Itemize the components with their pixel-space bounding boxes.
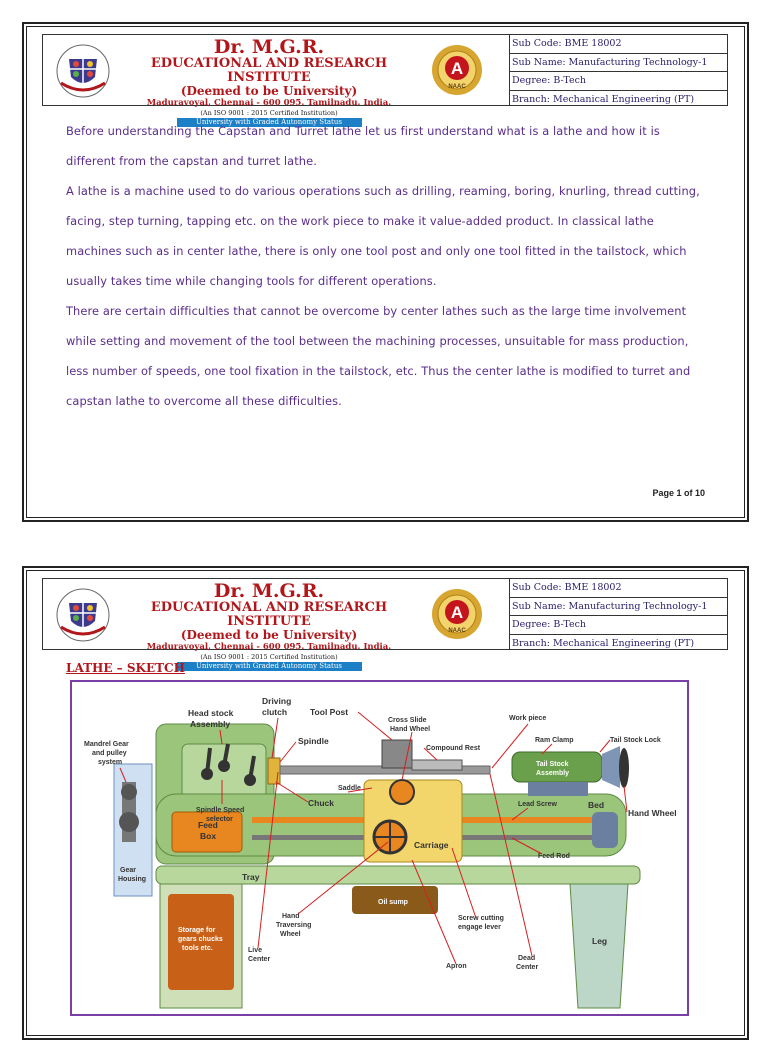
label-hand-wheel: Hand Wheel [628,808,677,818]
tailstock-end [602,746,620,788]
institute-address: Maduravoyal, Chennai - 600 095. Tamilnadu. India. [146,98,392,108]
degree: Degree: B-Tech [510,72,727,91]
institute-line-1: Dr. M.G.R. [213,580,325,602]
label-mandrel: and pulley [92,750,127,757]
label-storage: gears chucks [178,936,223,943]
page-header [42,34,728,126]
lathe-sketch-diagram [70,680,689,1016]
label-gear-housing: Gear [120,867,136,874]
branch: Branch: Mechanical Engineering (PT) [512,637,695,649]
institute-line-2: EDUCATIONAL AND RESEARCH INSTITUTE [150,56,388,85]
label-hand-traversing: Traversing [276,922,312,929]
tray-shape [156,866,640,884]
label-live-center: Center [248,956,271,963]
label-dead-center: Dead [518,955,536,962]
label-leg: Leg [592,936,608,946]
institute-line-2: EDUCATIONAL AND RESEARCH INSTITUTE [150,600,388,629]
gear-icon [119,812,139,832]
institute-status: University with Graded Autonomy Status [177,118,362,127]
label-screw-cutting: engage lever [458,924,501,931]
label-saddle: Saddle [338,785,361,792]
institute-name [109,581,429,671]
label-feed-rod: Feed Rod [538,853,570,860]
label-driving-clutch: clutch [262,707,288,717]
label-live-center: Live [248,947,263,954]
label-cross-slide: Hand Wheel [390,726,431,733]
institute-line-3: (Deemed to be University) [180,628,358,642]
sub-code: Sub Code: BME 18002 [510,579,727,598]
course-info [510,35,727,105]
page-2 [22,566,749,1040]
naac-label: NAAC [448,84,466,90]
label-storage: Storage for [178,927,216,934]
label-dead-center: Center [516,964,539,971]
label-head-stock: Assembly [190,719,231,729]
label-tail-stock-assembly: Tail Stock [536,761,569,768]
label-gear-housing: Housing [118,876,146,883]
page-number: Page 1 of 10 [652,488,705,498]
label-spindle: Spindle [298,736,329,746]
label-feed-box: Box [200,831,217,841]
label-screw-cutting: Screw cutting [458,915,504,922]
label-apron: Apron [446,963,467,970]
label-tail-stock-assembly: Assembly [536,770,570,777]
label-hand-traversing: Wheel [280,931,301,938]
section-title: LATHE – SKETCH [66,661,185,675]
naac-label: NAAC [448,628,466,634]
label-tail-stock-lock: Tail Stock Lock [610,737,661,744]
institute-status: University with Graded Autonomy Status [177,662,362,671]
page-1 [22,22,749,522]
university-crest-icon [55,43,111,99]
sub-name: Sub Name: Manufacturing Technology-1 [510,54,727,73]
institute-line-3: (Deemed to be University) [180,84,358,98]
label-tool-post: Tool Post [310,707,349,717]
label-ram-clamp: Ram Clamp [535,737,574,744]
compound-rest-shape [412,760,462,770]
label-carriage: Carriage [414,840,449,850]
sub-name: Sub Name: Manufacturing Technology-1 [510,598,727,617]
naac-badge-icon [431,588,483,640]
label-mandrel: system [98,759,123,766]
label-compound-rest: Compound Rest [426,745,481,752]
label-bed: Bed [588,800,605,810]
label-driving-clutch: Driving [262,696,292,706]
tailstock-base [528,782,588,796]
label-lead-screw: Lead Screw [518,801,557,808]
institute-iso: (An ISO 9001 : 2015 Certified Institution) [200,109,338,117]
sub-code: Sub Code: BME 18002 [510,35,727,54]
course-info [510,579,727,649]
label-hand-traversing: Hand [282,913,300,920]
label-tray: Tray [242,872,260,882]
body-text [66,116,706,416]
label-work-piece: Work piece [509,715,547,722]
tailstock-handwheel-icon [619,748,629,788]
label-spindle-speed: selector [206,816,233,823]
label-cross-slide: Cross Slide [388,717,427,724]
gear-icon [121,784,137,800]
label-chuck: Chuck [308,798,334,808]
institute-address: Maduravoyal, Chennai - 600 095. Tamilnadu. India. [146,642,392,652]
university-crest-icon [55,587,111,643]
institute-line-1: Dr. M.G.R. [213,36,325,58]
branch: Branch: Mechanical Engineering (PT) [512,93,695,105]
right-leg-shape [570,884,628,1008]
label-oil-sump: Oil sump [378,899,408,906]
label-feed-box: Feed [198,820,218,830]
label-head-stock: Head stock [188,708,234,718]
paragraph: A lathe is a machine used to do various operations such as drilling, reaming, boring, knurling, thread cutting, facing, step turning, tapping etc. on the work piece to make it value-added product. In classical lathe machines such as in center lathe, there is only one tool post and only one tool fitted in the tailstock, which usually takes time while changing tools for different operations. [66,184,700,288]
naac-badge-icon [431,44,483,96]
degree: Degree: B-Tech [510,616,727,635]
institute-name [109,37,429,127]
paragraph: Before understanding the Capstan and Turret lathe let us first understand what is a lathe and how it is different from the capstan and turret lathe. [66,124,660,168]
bed-end-cap [592,812,618,848]
speed-selector-panel [182,744,266,802]
cross-slide-wheel-icon [390,780,414,804]
lathe-illustration [72,682,687,1014]
label-spindle-speed: Spindle Speed [196,807,245,814]
naac-grade: A [450,603,464,622]
institute-iso: (An ISO 9001 : 2015 Certified Institution) [200,653,338,661]
label-mandrel: Mandrel Gear [84,741,129,748]
label-storage: tools etc. [182,945,213,952]
naac-grade: A [450,59,464,78]
chuck-shape [268,758,280,784]
paragraph: There are certain difficulties that cannot be overcome by center lathes such as the large time involvement while setting and movement of the tool between the machining processes, unsuitable for mass production, less number of speeds, one tool fixation in the tailstock, etc. Thus the center lathe is modified to turret and capstan lathe to overcome all these difficulties. [66,304,691,408]
institute-banner [43,35,510,126]
